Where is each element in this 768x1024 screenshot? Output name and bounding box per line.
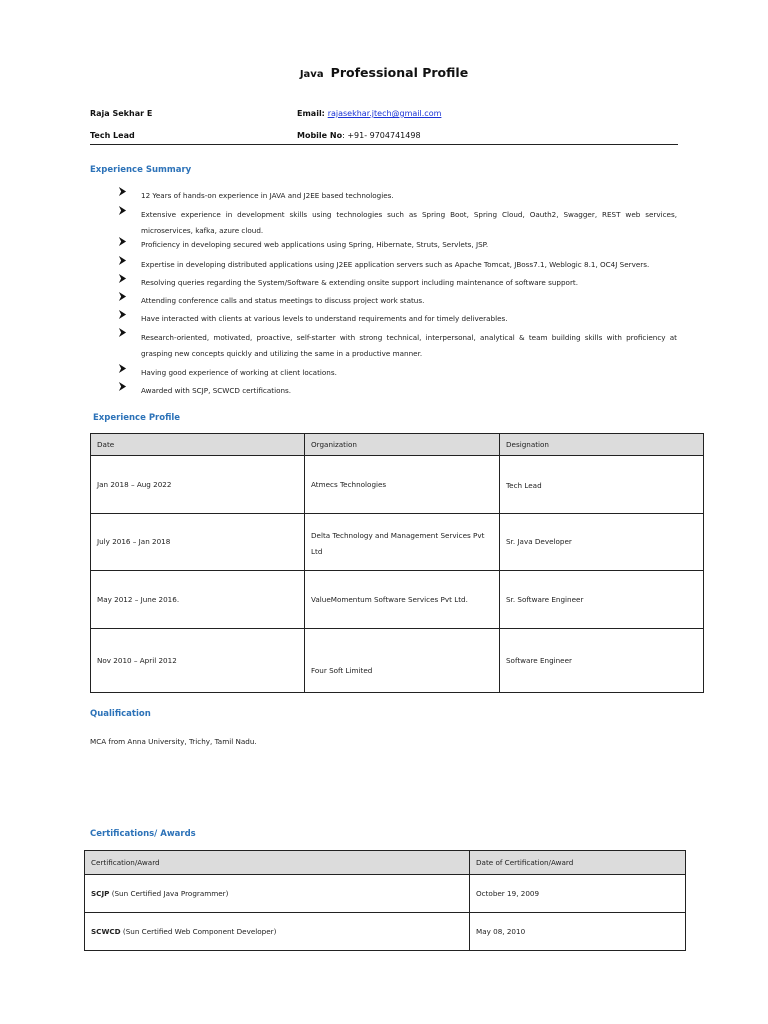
organization-cell: Delta Technology and Management Services Pvt Ltd: [305, 514, 500, 571]
table-row: [91, 571, 704, 629]
candidate-name: Raja Sekhar E: [90, 109, 153, 118]
table-row: [91, 514, 704, 571]
certification-code: SCWCD: [91, 926, 121, 936]
summary-item: Awarded with SCJP, SCWCD certifications.: [141, 386, 292, 395]
date-cell: July 2016 – Jan 2018: [91, 514, 305, 571]
summary-item: Having good experience of working at client locations.: [141, 368, 337, 377]
table-row: [91, 456, 704, 514]
column-header: Designation: [500, 434, 704, 456]
arrowhead-bullet-icon: [118, 310, 127, 319]
table-header-row: [91, 434, 704, 456]
table-row: [85, 875, 686, 913]
column-header: Date: [91, 434, 305, 456]
header-divider: [90, 144, 678, 145]
mobile-label: Mobile No: [297, 131, 343, 140]
arrowhead-bullet-icon: [118, 206, 127, 215]
title-part-profile: Professional Profile: [330, 65, 469, 80]
certification-desc: (Sun Certified Java Programmer): [109, 888, 229, 898]
experience-table: [90, 433, 704, 693]
date-cell: Jan 2018 – Aug 2022: [91, 456, 305, 514]
certification-code: SCJP: [91, 888, 110, 898]
summary-item: Have interacted with clients at various levels to understand requirements and for timely deliverables.: [141, 314, 508, 323]
arrowhead-bullet-icon: [118, 364, 127, 373]
designation-cell: Software Engineer: [500, 629, 704, 693]
title-part-java: Java: [299, 69, 324, 80]
arrowhead-bullet-icon: [118, 328, 127, 337]
email-link[interactable]: rajasekhar.jtech@gmail.com: [327, 109, 442, 118]
arrowhead-bullet-icon: [118, 237, 127, 246]
organization-cell: Atmecs Technologies: [305, 456, 500, 514]
certification-cell: [85, 875, 470, 913]
column-header: Organization: [305, 434, 500, 456]
summary-item: 12 Years of hands-on experience in JAVA and J2EE based technologies.: [141, 191, 394, 200]
email-label: Email:: [297, 109, 325, 118]
summary-item: Resolving queries regarding the System/Software & extending onsite support including maintenance of software support.: [141, 278, 579, 287]
designation-cell: Tech Lead: [500, 456, 704, 514]
column-header: Certification/Award: [85, 851, 470, 875]
certification-desc: (Sun Certified Web Component Developer): [120, 926, 277, 936]
designation-cell: Sr. Software Engineer: [500, 571, 704, 629]
certification-cell: [85, 913, 470, 951]
certification-date-cell: May 08, 2010: [470, 913, 686, 951]
table-header-row: [85, 851, 686, 875]
table-row: [85, 913, 686, 951]
experience-summary-heading: Experience Summary: [90, 165, 192, 175]
summary-item: Extensive experience in development skills using technologies such as Spring Boot, Spring Cloud, Oauth2, Swagger, REST web services, microservices, kafka, azure cloud.: [141, 210, 677, 235]
organization-cell: ValueMomentum Software Services Pvt Ltd.: [305, 571, 500, 629]
qualification-heading: Qualification: [90, 709, 151, 719]
summary-item: Proficiency in developing secured web applications using Spring, Hibernate, Struts, Servlets, JSP.: [141, 240, 489, 249]
column-header: Date of Certification/Award: [470, 851, 686, 875]
certifications-heading: Certifications/ Awards: [90, 829, 196, 839]
summary-item: Attending conference calls and status meetings to discuss project work status.: [141, 296, 425, 305]
mobile-value: : +91- 9704741498: [342, 131, 421, 140]
arrowhead-bullet-icon: [118, 382, 127, 391]
experience-profile-heading: Experience Profile: [93, 413, 181, 423]
summary-item: Research-oriented, motivated, proactive, self-starter with strong technical, interpersonal, analytical & team building skills with proficiency at grasping new concepts quickly and utilizing the same in a productive manner.: [141, 333, 677, 358]
date-cell: May 2012 – June 2016.: [91, 571, 305, 629]
designation-cell: Sr. Java Developer: [500, 514, 704, 571]
arrowhead-bullet-icon: [118, 274, 127, 283]
certification-date-cell: October 19, 2009: [470, 875, 686, 913]
date-cell: Nov 2010 – April 2012: [91, 629, 305, 693]
qualification-text: MCA from Anna University, Trichy, Tamil Nadu.: [90, 737, 257, 746]
candidate-role: Tech Lead: [90, 131, 135, 140]
arrowhead-bullet-icon: [118, 256, 127, 265]
arrowhead-bullet-icon: [118, 187, 127, 196]
page-title: [0, 62, 768, 81]
arrowhead-bullet-icon: [118, 292, 127, 301]
certifications-table: [84, 850, 686, 951]
table-row: [91, 629, 704, 693]
mobile-line: [297, 131, 421, 140]
summary-item: Expertise in developing distributed applications using J2EE application servers such as Apache Tomcat, JBoss7.1, Weblogic 8.1, OC4J Servers.: [141, 260, 650, 269]
organization-cell: Four Soft Limited: [305, 629, 500, 693]
email-line: [297, 109, 441, 118]
